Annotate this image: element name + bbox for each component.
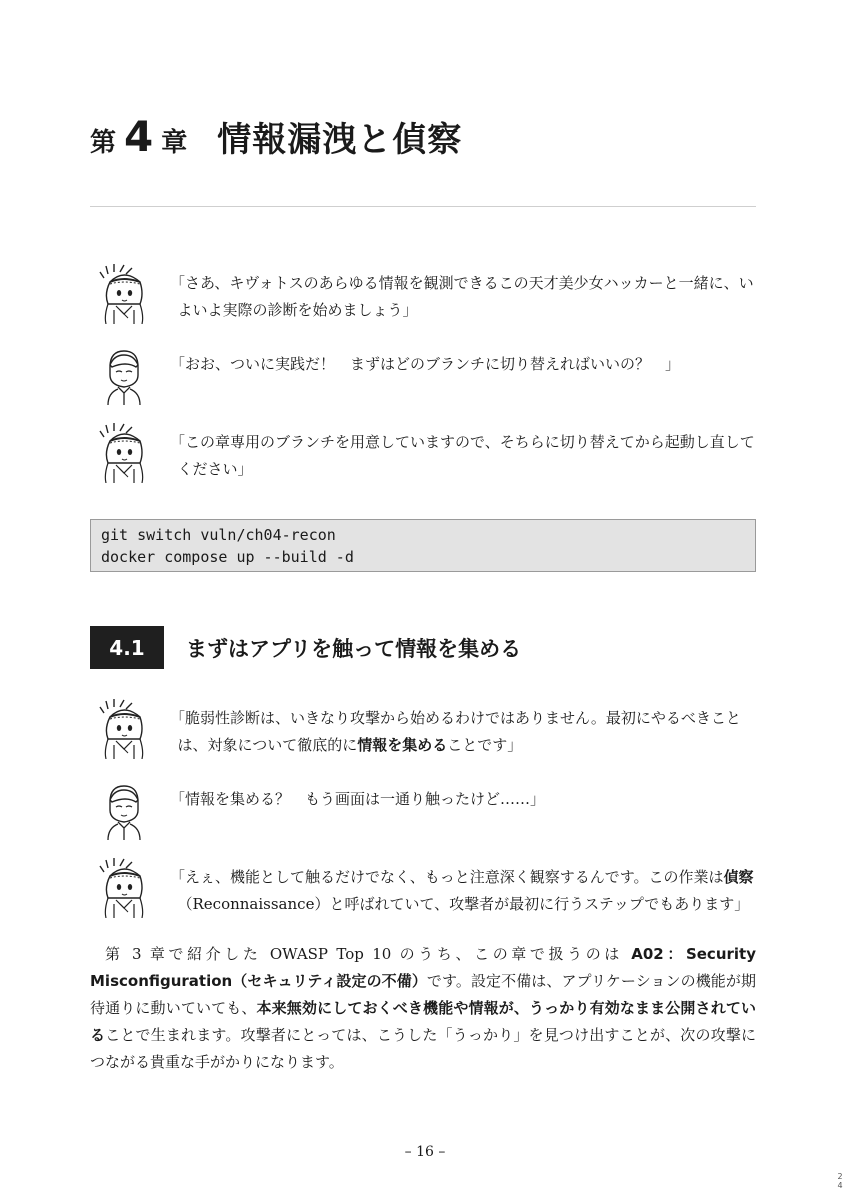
chapter-divider xyxy=(90,206,756,207)
dialogue-1 xyxy=(90,270,756,324)
chapter-label-suffix: 章 xyxy=(161,128,188,158)
section-heading xyxy=(90,626,521,669)
boy-avatar-icon xyxy=(96,776,152,840)
code-line: docker compose up --build -d xyxy=(101,547,354,566)
dialogue-text: 「えぇ、機能として触るだけでなく、もっと注意深く観察するんです。この作業は偵察（Reconnaissance）と呼ばれていて、攻撃者が最初に行うステップでもあります」 xyxy=(170,868,754,913)
hacker-girl-avatar-icon xyxy=(96,419,152,483)
body-paragraph: 第 3 章で紹介した OWASP Top 10 のうち、この章で扱うのは A02：Security Misconfiguration（セキュリティ設定の不備）です。設定不備は、アプリケーションの機能が期待通りに動いていても、本来無効にしておくべき機能や情報が、うっかり有効なまま公開されていることで生まれます。攻撃者にとっては、こうした「うっかり」を見つけ出すことが、次の攻撃につながる貴重な手がかりになります。 xyxy=(90,945,756,1071)
emphasis: A02：Security Misconfiguration（セキュリティ設定の不備） xyxy=(90,945,756,990)
corner-mark: 2 4 xyxy=(837,1172,843,1190)
page-number: – 16 – xyxy=(404,1144,446,1160)
hacker-girl-avatar-icon xyxy=(96,695,152,759)
dialogue-4 xyxy=(90,705,756,759)
dialogue-6 xyxy=(90,864,756,918)
dialogue-text: 「情報を集める？ もう画面は一通り触ったけど……」 xyxy=(170,790,546,808)
code-line: git switch vuln/ch04-recon xyxy=(101,525,336,544)
dialogue-2 xyxy=(90,351,756,378)
chapter-name: 情報漏洩と偵察 xyxy=(217,120,463,160)
section-title: まずはアプリを触って情報を集める xyxy=(186,636,522,661)
dialogue-text: 「脆弱性診断は、いきなり攻撃から始めるわけではありません。最初にやるべきことは、対象について徹底的に情報を集めることです」 xyxy=(170,709,741,754)
emphasis: 偵察 xyxy=(723,868,754,886)
chapter-label-prefix: 第 xyxy=(90,128,117,158)
dialogue-text: 「この章専用のブランチを用意していますので、そちらに切り替えてから起動し直してください」 xyxy=(170,433,755,478)
emphasis: 情報を集める xyxy=(357,736,448,754)
dialogue-3 xyxy=(90,429,756,483)
chapter-number: 4 xyxy=(124,112,154,161)
chapter-title xyxy=(90,112,462,161)
dialogue-text: 「おお、ついに実践だ！ まずはどのブランチに切り替えればいいの？ 」 xyxy=(170,355,681,373)
boy-avatar-icon xyxy=(96,341,152,405)
dialogue-5 xyxy=(90,786,756,813)
code-block xyxy=(90,519,756,572)
emphasis: 本来無効にしておくべき機能や情報が、うっかり有効なまま公開されている xyxy=(90,999,756,1044)
hacker-girl-avatar-icon xyxy=(96,260,152,324)
section-number: 4.1 xyxy=(90,626,164,669)
dialogue-text: 「さあ、キヴォトスのあらゆる情報を観測できるこの天才美少女ハッカーと一緒に、いよいよ実際の診断を始めましょう」 xyxy=(170,274,754,319)
hacker-girl-avatar-icon xyxy=(96,854,152,918)
